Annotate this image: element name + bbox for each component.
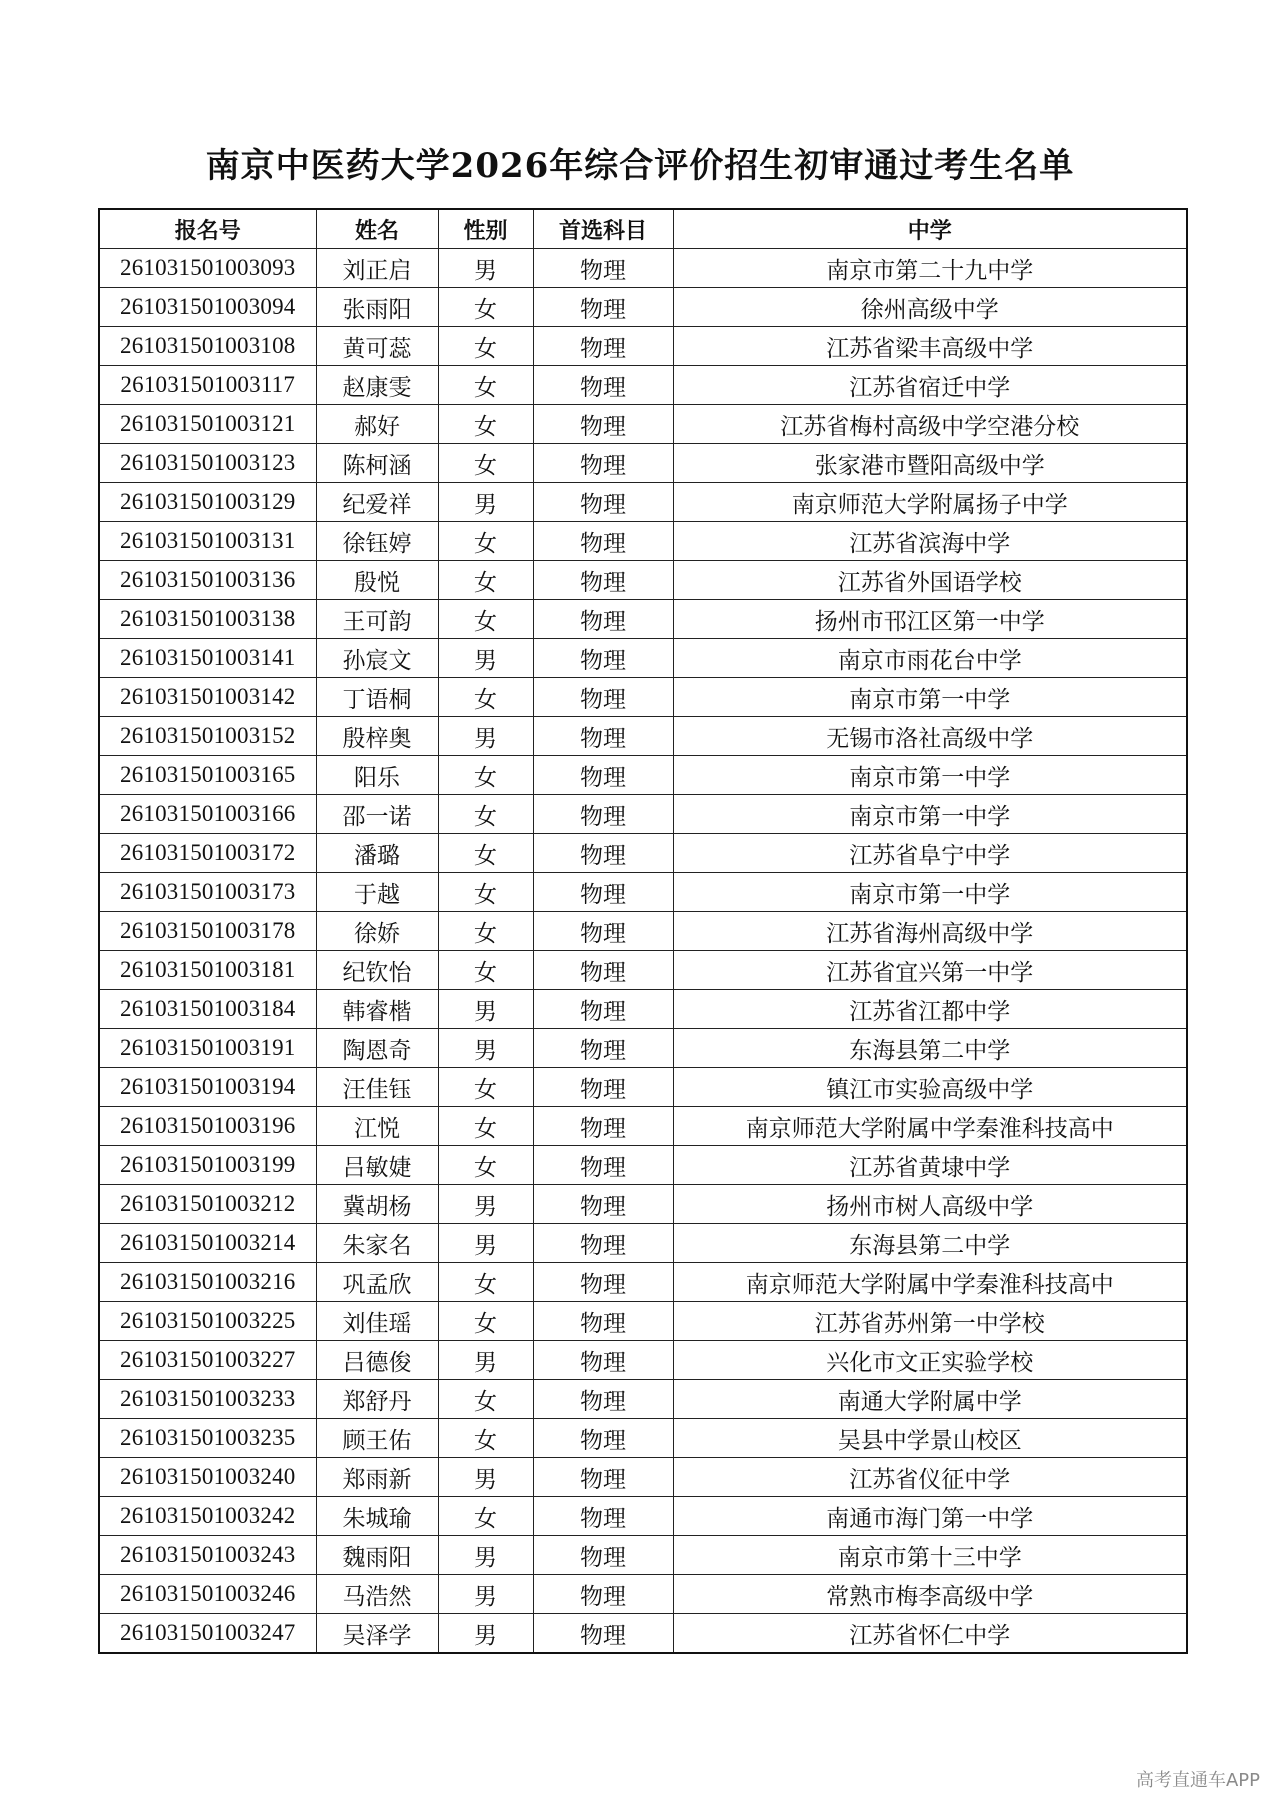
cell-name: 殷悦 bbox=[316, 561, 438, 600]
cell-name: 徐娇 bbox=[316, 912, 438, 951]
cell-name: 吕敏婕 bbox=[316, 1146, 438, 1185]
table-row bbox=[99, 951, 1187, 990]
cell-gender: 女 bbox=[438, 951, 533, 990]
cell-subject: 物理 bbox=[533, 1263, 673, 1302]
cell-subject: 物理 bbox=[533, 678, 673, 717]
cell-subject: 物理 bbox=[533, 1146, 673, 1185]
cell-registration-id: 261031501003138 bbox=[99, 600, 316, 639]
cell-registration-id: 261031501003214 bbox=[99, 1224, 316, 1263]
table-row bbox=[99, 1380, 1187, 1419]
table-row bbox=[99, 444, 1187, 483]
cell-gender: 男 bbox=[438, 639, 533, 678]
cell-name: 刘正启 bbox=[316, 249, 438, 288]
table-row bbox=[99, 1302, 1187, 1341]
cell-name: 陶恩奇 bbox=[316, 1029, 438, 1068]
table-row bbox=[99, 1029, 1187, 1068]
cell-name: 郝好 bbox=[316, 405, 438, 444]
cell-school: 江苏省阜宁中学 bbox=[673, 834, 1187, 873]
cell-gender: 女 bbox=[438, 288, 533, 327]
cell-school: 东海县第二中学 bbox=[673, 1029, 1187, 1068]
cell-subject: 物理 bbox=[533, 951, 673, 990]
cell-school: 常熟市梅李高级中学 bbox=[673, 1575, 1187, 1614]
cell-school: 南京市雨花台中学 bbox=[673, 639, 1187, 678]
cell-school: 南京市第一中学 bbox=[673, 873, 1187, 912]
cell-name: 郑雨新 bbox=[316, 1458, 438, 1497]
cell-registration-id: 261031501003191 bbox=[99, 1029, 316, 1068]
cell-gender: 男 bbox=[438, 1614, 533, 1654]
cell-gender: 女 bbox=[438, 873, 533, 912]
table-row bbox=[99, 912, 1187, 951]
cell-registration-id: 261031501003242 bbox=[99, 1497, 316, 1536]
table-row bbox=[99, 1146, 1187, 1185]
cell-gender: 男 bbox=[438, 1341, 533, 1380]
cell-school: 南京市第一中学 bbox=[673, 795, 1187, 834]
candidate-table bbox=[98, 208, 1188, 1654]
cell-school: 江苏省黄埭中学 bbox=[673, 1146, 1187, 1185]
table-row bbox=[99, 522, 1187, 561]
table-row bbox=[99, 288, 1187, 327]
cell-gender: 女 bbox=[438, 1497, 533, 1536]
cell-school: 江苏省宿迁中学 bbox=[673, 366, 1187, 405]
cell-registration-id: 261031501003142 bbox=[99, 678, 316, 717]
cell-name: 江悦 bbox=[316, 1107, 438, 1146]
cell-registration-id: 261031501003199 bbox=[99, 1146, 316, 1185]
cell-registration-id: 261031501003108 bbox=[99, 327, 316, 366]
cell-subject: 物理 bbox=[533, 1536, 673, 1575]
cell-subject: 物理 bbox=[533, 1380, 673, 1419]
cell-school: 江苏省苏州第一中学校 bbox=[673, 1302, 1187, 1341]
cell-subject: 物理 bbox=[533, 1419, 673, 1458]
cell-registration-id: 261031501003093 bbox=[99, 249, 316, 288]
cell-registration-id: 261031501003166 bbox=[99, 795, 316, 834]
cell-school: 江苏省江都中学 bbox=[673, 990, 1187, 1029]
table-row bbox=[99, 483, 1187, 522]
table-row bbox=[99, 405, 1187, 444]
cell-name: 孙宸文 bbox=[316, 639, 438, 678]
cell-registration-id: 261031501003121 bbox=[99, 405, 316, 444]
cell-gender: 男 bbox=[438, 1536, 533, 1575]
table-row bbox=[99, 1497, 1187, 1536]
cell-registration-id: 261031501003141 bbox=[99, 639, 316, 678]
cell-gender: 女 bbox=[438, 405, 533, 444]
cell-registration-id: 261031501003173 bbox=[99, 873, 316, 912]
cell-name: 徐钰婷 bbox=[316, 522, 438, 561]
cell-school: 兴化市文正实验学校 bbox=[673, 1341, 1187, 1380]
cell-school: 南京师范大学附属中学秦淮科技高中 bbox=[673, 1107, 1187, 1146]
cell-gender: 男 bbox=[438, 249, 533, 288]
cell-name: 汪佳钰 bbox=[316, 1068, 438, 1107]
cell-subject: 物理 bbox=[533, 483, 673, 522]
cell-gender: 女 bbox=[438, 1302, 533, 1341]
cell-subject: 物理 bbox=[533, 1029, 673, 1068]
cell-subject: 物理 bbox=[533, 717, 673, 756]
cell-registration-id: 261031501003131 bbox=[99, 522, 316, 561]
column-header-gender: 性别 bbox=[438, 209, 533, 249]
cell-school: 南京师范大学附属扬子中学 bbox=[673, 483, 1187, 522]
table-row bbox=[99, 327, 1187, 366]
cell-name: 殷梓奥 bbox=[316, 717, 438, 756]
table-row bbox=[99, 717, 1187, 756]
cell-registration-id: 261031501003117 bbox=[99, 366, 316, 405]
cell-gender: 男 bbox=[438, 1458, 533, 1497]
table-row bbox=[99, 1419, 1187, 1458]
cell-school: 江苏省梁丰高级中学 bbox=[673, 327, 1187, 366]
cell-subject: 物理 bbox=[533, 756, 673, 795]
cell-name: 朱家名 bbox=[316, 1224, 438, 1263]
table-row bbox=[99, 990, 1187, 1029]
watermark-text: 高考直通车APP bbox=[1135, 1770, 1260, 1791]
cell-school: 扬州市树人高级中学 bbox=[673, 1185, 1187, 1224]
cell-name: 张雨阳 bbox=[316, 288, 438, 327]
cell-gender: 男 bbox=[438, 483, 533, 522]
cell-subject: 物理 bbox=[533, 1302, 673, 1341]
cell-school: 南通市海门第一中学 bbox=[673, 1497, 1187, 1536]
cell-subject: 物理 bbox=[533, 405, 673, 444]
table-row bbox=[99, 639, 1187, 678]
table-row bbox=[99, 1536, 1187, 1575]
cell-subject: 物理 bbox=[533, 1458, 673, 1497]
cell-registration-id: 261031501003184 bbox=[99, 990, 316, 1029]
cell-school: 江苏省仪征中学 bbox=[673, 1458, 1187, 1497]
table-row bbox=[99, 873, 1187, 912]
cell-gender: 女 bbox=[438, 756, 533, 795]
cell-subject: 物理 bbox=[533, 1107, 673, 1146]
table-row bbox=[99, 795, 1187, 834]
table-row bbox=[99, 1458, 1187, 1497]
cell-registration-id: 261031501003094 bbox=[99, 288, 316, 327]
cell-subject: 物理 bbox=[533, 1497, 673, 1536]
cell-school: 扬州市邗江区第一中学 bbox=[673, 600, 1187, 639]
cell-school: 无锡市洛社高级中学 bbox=[673, 717, 1187, 756]
cell-name: 魏雨阳 bbox=[316, 1536, 438, 1575]
cell-gender: 女 bbox=[438, 1380, 533, 1419]
table-row bbox=[99, 834, 1187, 873]
cell-subject: 物理 bbox=[533, 444, 673, 483]
cell-subject: 物理 bbox=[533, 288, 673, 327]
cell-gender: 男 bbox=[438, 1185, 533, 1224]
cell-registration-id: 261031501003212 bbox=[99, 1185, 316, 1224]
cell-name: 阳乐 bbox=[316, 756, 438, 795]
cell-name: 邵一诺 bbox=[316, 795, 438, 834]
cell-name: 朱城瑜 bbox=[316, 1497, 438, 1536]
table-row bbox=[99, 1263, 1187, 1302]
cell-subject: 物理 bbox=[533, 639, 673, 678]
table-row bbox=[99, 561, 1187, 600]
cell-school: 江苏省宜兴第一中学 bbox=[673, 951, 1187, 990]
cell-registration-id: 261031501003178 bbox=[99, 912, 316, 951]
cell-gender: 女 bbox=[438, 561, 533, 600]
cell-name: 丁语桐 bbox=[316, 678, 438, 717]
cell-gender: 女 bbox=[438, 834, 533, 873]
cell-registration-id: 261031501003181 bbox=[99, 951, 316, 990]
cell-school: 南京市第一中学 bbox=[673, 756, 1187, 795]
cell-registration-id: 261031501003172 bbox=[99, 834, 316, 873]
table-row bbox=[99, 1614, 1187, 1654]
cell-subject: 物理 bbox=[533, 834, 673, 873]
cell-gender: 男 bbox=[438, 717, 533, 756]
cell-name: 巩孟欣 bbox=[316, 1263, 438, 1302]
cell-subject: 物理 bbox=[533, 873, 673, 912]
cell-registration-id: 261031501003136 bbox=[99, 561, 316, 600]
cell-registration-id: 261031501003227 bbox=[99, 1341, 316, 1380]
cell-school: 江苏省外国语学校 bbox=[673, 561, 1187, 600]
table-row bbox=[99, 1341, 1187, 1380]
cell-registration-id: 261031501003196 bbox=[99, 1107, 316, 1146]
cell-gender: 女 bbox=[438, 1107, 533, 1146]
cell-gender: 女 bbox=[438, 1263, 533, 1302]
cell-registration-id: 261031501003247 bbox=[99, 1614, 316, 1654]
cell-gender: 男 bbox=[438, 990, 533, 1029]
cell-registration-id: 261031501003243 bbox=[99, 1536, 316, 1575]
cell-gender: 男 bbox=[438, 1029, 533, 1068]
cell-subject: 物理 bbox=[533, 249, 673, 288]
cell-name: 黄可蕊 bbox=[316, 327, 438, 366]
cell-school: 江苏省怀仁中学 bbox=[673, 1614, 1187, 1654]
cell-school: 南京市第十三中学 bbox=[673, 1536, 1187, 1575]
cell-subject: 物理 bbox=[533, 366, 673, 405]
cell-school: 南京市第二十九中学 bbox=[673, 249, 1187, 288]
cell-subject: 物理 bbox=[533, 522, 673, 561]
cell-school: 张家港市暨阳高级中学 bbox=[673, 444, 1187, 483]
cell-name: 马浩然 bbox=[316, 1575, 438, 1614]
cell-registration-id: 261031501003225 bbox=[99, 1302, 316, 1341]
cell-registration-id: 261031501003129 bbox=[99, 483, 316, 522]
cell-name: 顾王佑 bbox=[316, 1419, 438, 1458]
cell-subject: 物理 bbox=[533, 1224, 673, 1263]
table-row bbox=[99, 249, 1187, 288]
header-row bbox=[99, 209, 1187, 249]
cell-school: 南京师范大学附属中学秦淮科技高中 bbox=[673, 1263, 1187, 1302]
cell-registration-id: 261031501003165 bbox=[99, 756, 316, 795]
cell-subject: 物理 bbox=[533, 1341, 673, 1380]
cell-school: 南京市第一中学 bbox=[673, 678, 1187, 717]
cell-gender: 男 bbox=[438, 1575, 533, 1614]
cell-school: 江苏省梅村高级中学空港分校 bbox=[673, 405, 1187, 444]
cell-school: 东海县第二中学 bbox=[673, 1224, 1187, 1263]
cell-registration-id: 261031501003152 bbox=[99, 717, 316, 756]
cell-subject: 物理 bbox=[533, 600, 673, 639]
cell-gender: 女 bbox=[438, 327, 533, 366]
cell-subject: 物理 bbox=[533, 327, 673, 366]
table-row bbox=[99, 366, 1187, 405]
column-header-subject: 首选科目 bbox=[533, 209, 673, 249]
cell-gender: 女 bbox=[438, 1419, 533, 1458]
table-body bbox=[99, 249, 1187, 1654]
cell-registration-id: 261031501003123 bbox=[99, 444, 316, 483]
cell-registration-id: 261031501003233 bbox=[99, 1380, 316, 1419]
document-title: 南京中医药大学2026年综合评价招生初审通过考生名单 bbox=[205, 146, 1075, 186]
column-header-school: 中学 bbox=[673, 209, 1187, 249]
cell-gender: 女 bbox=[438, 366, 533, 405]
cell-gender: 女 bbox=[438, 1146, 533, 1185]
cell-name: 韩睿楷 bbox=[316, 990, 438, 1029]
column-header-id: 报名号 bbox=[99, 209, 316, 249]
cell-school: 江苏省海州高级中学 bbox=[673, 912, 1187, 951]
table-header bbox=[99, 209, 1187, 249]
cell-registration-id: 261031501003216 bbox=[99, 1263, 316, 1302]
cell-subject: 物理 bbox=[533, 990, 673, 1029]
cell-name: 吕德俊 bbox=[316, 1341, 438, 1380]
cell-subject: 物理 bbox=[533, 1614, 673, 1654]
table-row bbox=[99, 600, 1187, 639]
cell-gender: 女 bbox=[438, 600, 533, 639]
cell-school: 南通大学附属中学 bbox=[673, 1380, 1187, 1419]
cell-name: 刘佳瑶 bbox=[316, 1302, 438, 1341]
cell-name: 纪钦怡 bbox=[316, 951, 438, 990]
table-row bbox=[99, 1107, 1187, 1146]
cell-name: 于越 bbox=[316, 873, 438, 912]
table-row bbox=[99, 1185, 1187, 1224]
cell-gender: 女 bbox=[438, 444, 533, 483]
cell-registration-id: 261031501003235 bbox=[99, 1419, 316, 1458]
cell-subject: 物理 bbox=[533, 1575, 673, 1614]
cell-school: 江苏省滨海中学 bbox=[673, 522, 1187, 561]
cell-registration-id: 261031501003194 bbox=[99, 1068, 316, 1107]
cell-name: 赵康雯 bbox=[316, 366, 438, 405]
cell-name: 郑舒丹 bbox=[316, 1380, 438, 1419]
cell-name: 王可韵 bbox=[316, 600, 438, 639]
cell-gender: 男 bbox=[438, 1224, 533, 1263]
cell-registration-id: 261031501003246 bbox=[99, 1575, 316, 1614]
cell-gender: 女 bbox=[438, 1068, 533, 1107]
cell-name: 纪爱祥 bbox=[316, 483, 438, 522]
cell-name: 潘璐 bbox=[316, 834, 438, 873]
column-header-name: 姓名 bbox=[316, 209, 438, 249]
cell-name: 吴泽学 bbox=[316, 1614, 438, 1654]
table-row bbox=[99, 1224, 1187, 1263]
table-row bbox=[99, 1068, 1187, 1107]
cell-gender: 女 bbox=[438, 522, 533, 561]
cell-registration-id: 261031501003240 bbox=[99, 1458, 316, 1497]
cell-gender: 女 bbox=[438, 795, 533, 834]
cell-name: 冀胡杨 bbox=[316, 1185, 438, 1224]
cell-subject: 物理 bbox=[533, 912, 673, 951]
table-row bbox=[99, 1575, 1187, 1614]
cell-school: 镇江市实验高级中学 bbox=[673, 1068, 1187, 1107]
table-row bbox=[99, 756, 1187, 795]
table-row bbox=[99, 678, 1187, 717]
cell-subject: 物理 bbox=[533, 1068, 673, 1107]
cell-subject: 物理 bbox=[533, 561, 673, 600]
cell-gender: 女 bbox=[438, 678, 533, 717]
cell-name: 陈柯涵 bbox=[316, 444, 438, 483]
cell-school: 徐州高级中学 bbox=[673, 288, 1187, 327]
cell-subject: 物理 bbox=[533, 795, 673, 834]
cell-gender: 女 bbox=[438, 912, 533, 951]
cell-subject: 物理 bbox=[533, 1185, 673, 1224]
cell-school: 吴县中学景山校区 bbox=[673, 1419, 1187, 1458]
